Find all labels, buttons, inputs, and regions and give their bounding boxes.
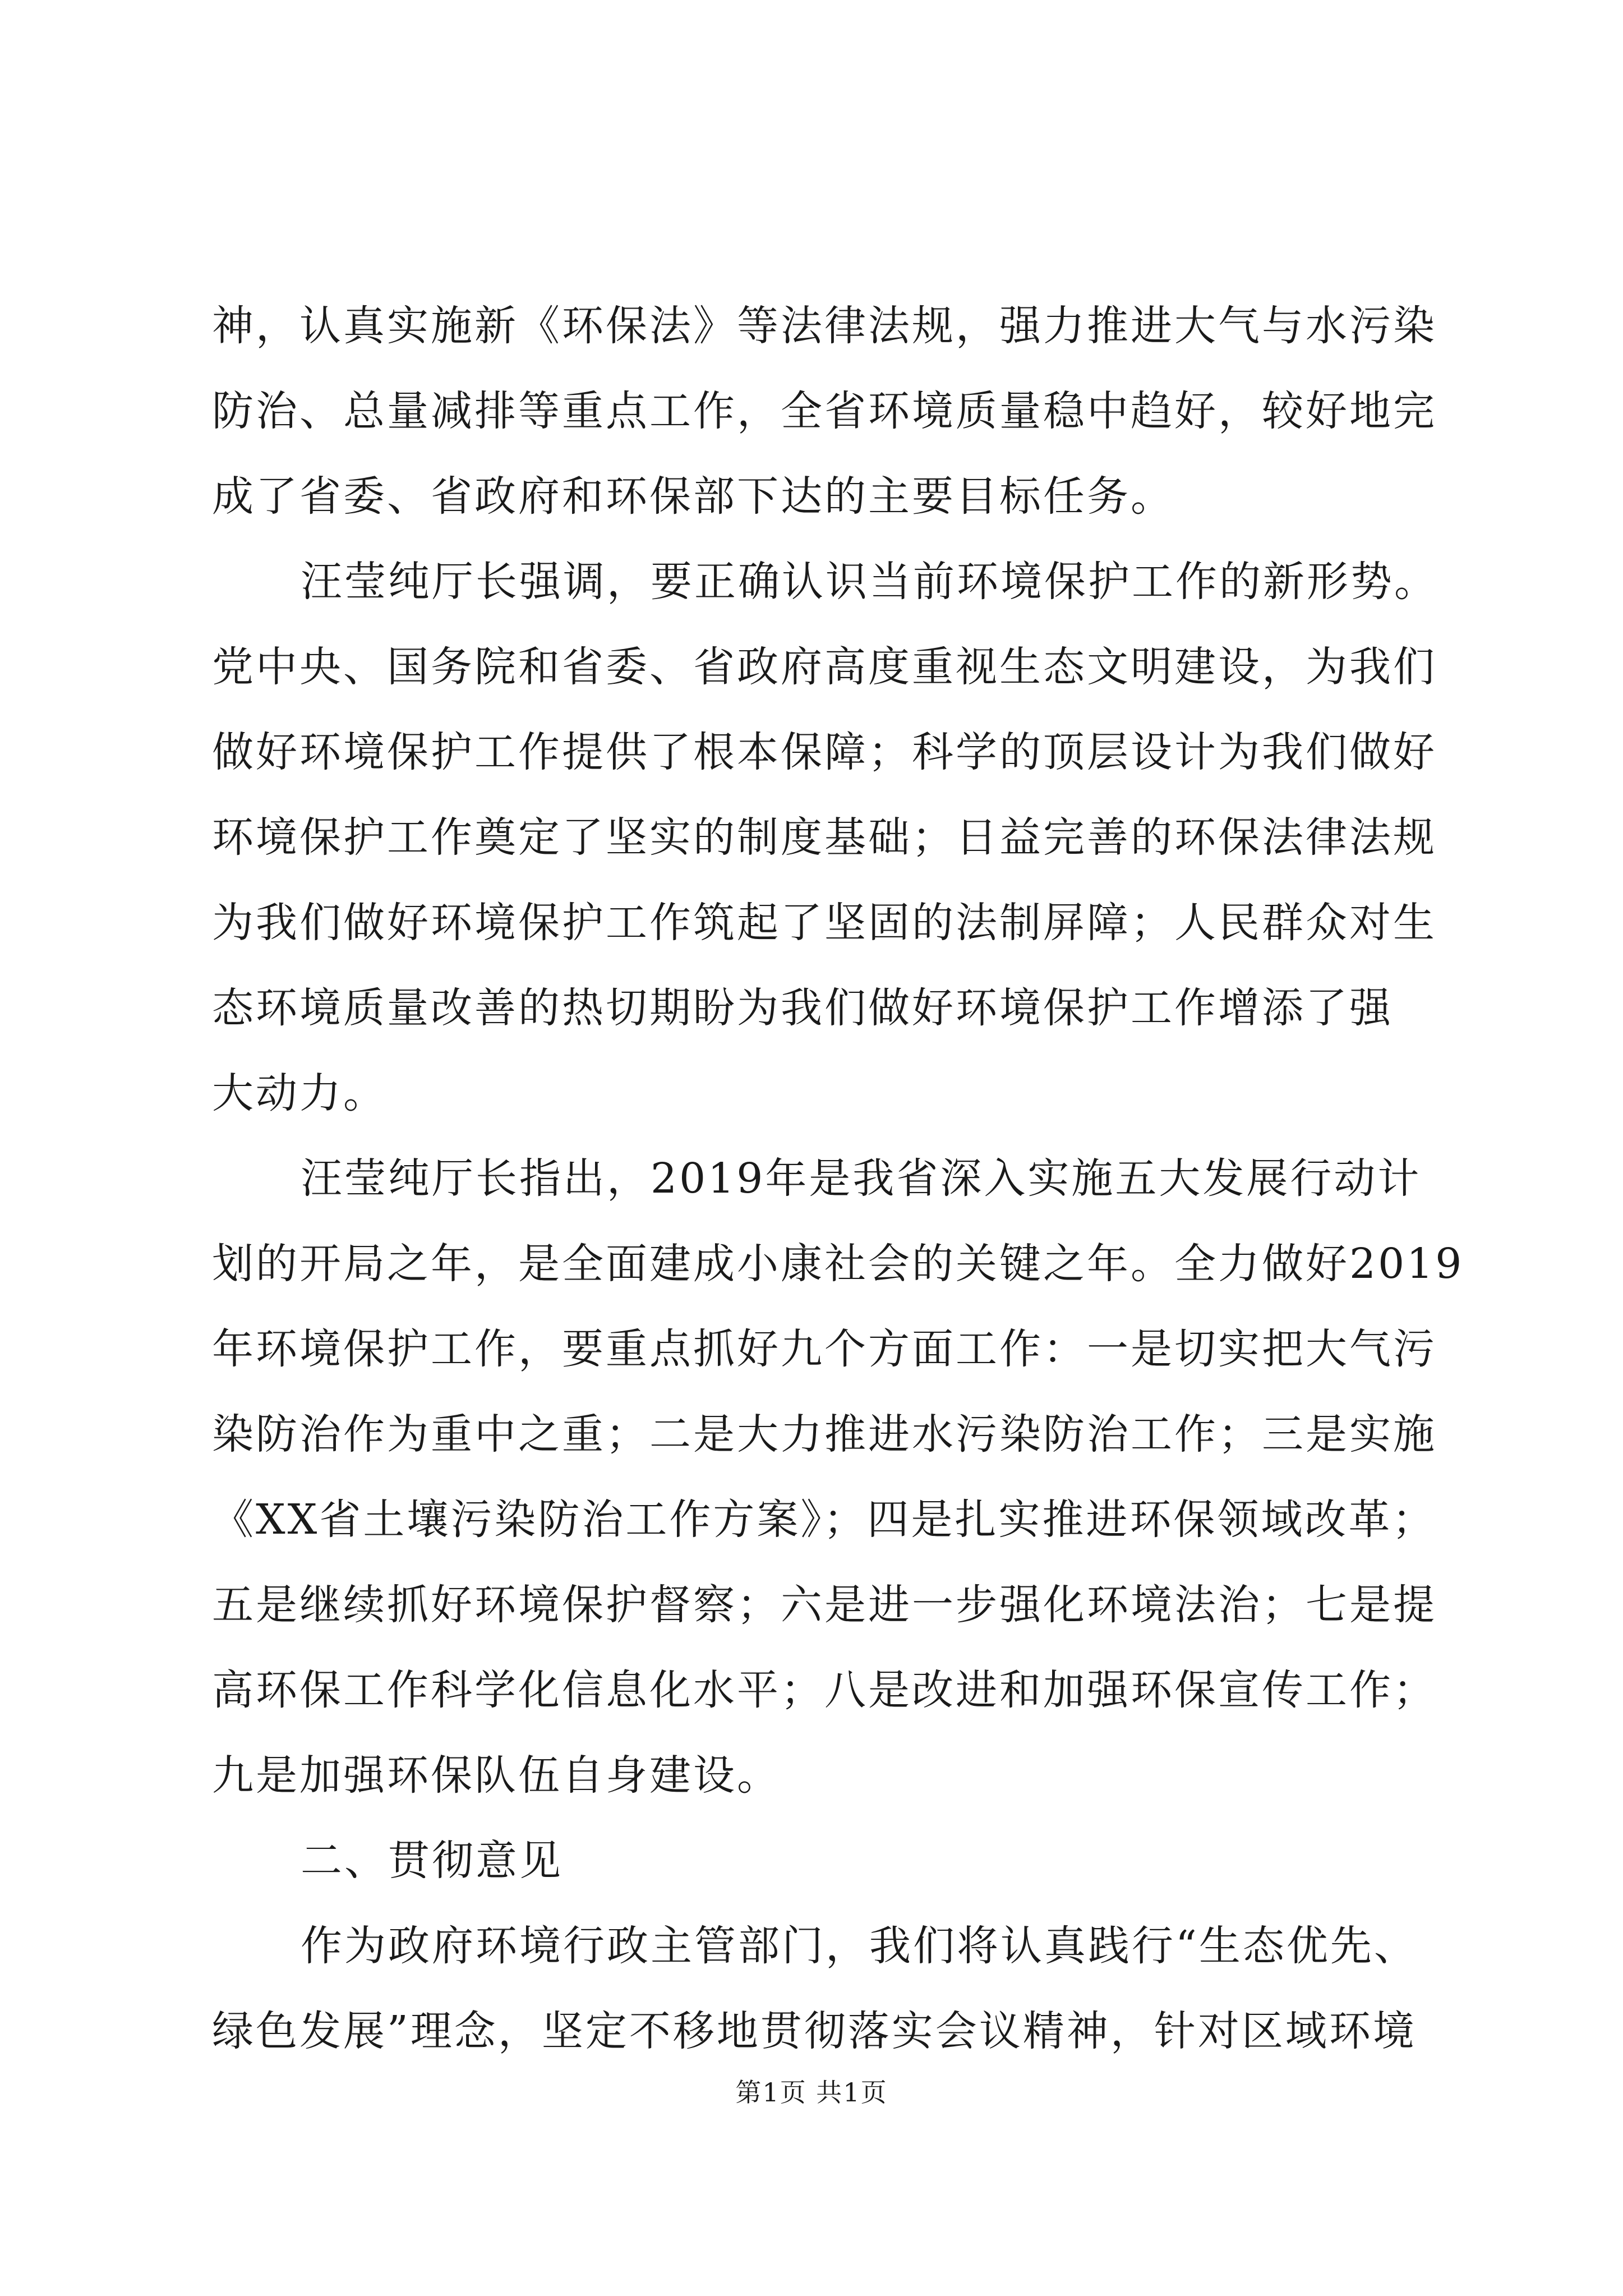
text-line: 环境保护工作奠定了坚实的制度基础；日益完善的环保法律法规 [212, 813, 1437, 862]
text-line: 大动力。 [212, 1069, 387, 1117]
text-line: 年环境保护工作，要重点抓好九个方面工作：一是切实把大气污 [212, 1325, 1437, 1373]
text-line: 划的开局之年，是全面建成小康社会的关键之年。全力做好2019 [212, 1240, 1464, 1288]
page-footer: 第1页 共1页 [735, 2077, 888, 2108]
text-line: 神，认真实施新《环保法》等法律法规，强力推进大气与水污染 [212, 302, 1437, 350]
paragraph-first-line: 汪莹纯厅长指出，2019年是我省深入实施五大发展行动计 [301, 1154, 1422, 1203]
text-line: 为我们做好环境保护工作筑起了坚固的法制屏障；人民群众对生 [212, 899, 1437, 947]
text-line: 《XX省土壤污染防治工作方案》；四是扎实推进环保领域改革； [212, 1496, 1436, 1544]
text-line: 党中央、国务院和省委、省政府高度重视生态文明建设，为我们 [212, 643, 1437, 691]
section-heading: 二、贯彻意见 [301, 1837, 563, 1885]
text-line: 九是加强环保队伍自身建设。 [212, 1751, 781, 1800]
text-line: 成了省委、省政府和环保部下达的主要目标任务。 [212, 472, 1174, 521]
text-line: 染防治作为重中之重；二是大力推进水污染防治工作；三是实施 [212, 1410, 1437, 1458]
text-line: 做好环境保护工作提供了根本保障；科学的顶层设计为我们做好 [212, 728, 1437, 776]
text-line: 态环境质量改善的热切期盼为我们做好环境保护工作增添了强 [212, 984, 1393, 1032]
document-body [212, 283, 1464, 2074]
paragraph-first-line: 作为政府环境行政主管部门，我们将认真践行“生态优先、 [301, 1922, 1418, 1970]
text-line: 防治、总量减排等重点工作，全省环境质量稳中趋好，较好地完 [212, 387, 1437, 435]
text-line: 绿色发展”理念，坚定不移地贯彻落实会议精神，针对区域环境 [212, 2007, 1417, 2055]
paragraph-first-line: 汪莹纯厅长强调，要正确认识当前环境保护工作的新形势。 [301, 558, 1438, 606]
text-line: 五是继续抓好环境保护督察；六是进一步强化环境法治；七是提 [212, 1581, 1437, 1629]
text-line: 高环保工作科学化信息化水平；八是改进和加强环保宣传工作； [212, 1666, 1437, 1714]
